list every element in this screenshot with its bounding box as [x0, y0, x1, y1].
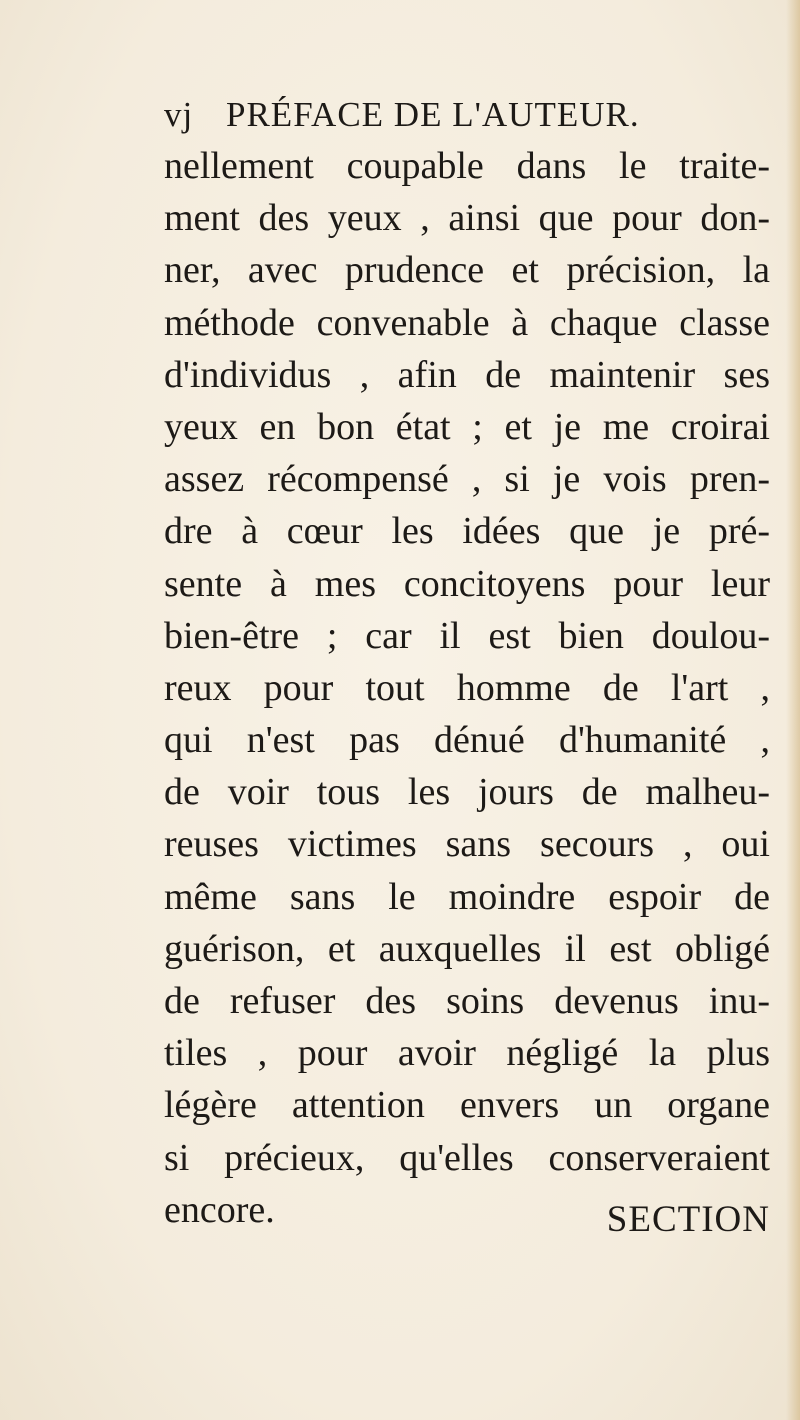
text-line: qui n'est pas dénué d'humanité ,	[164, 719, 770, 762]
text-line: bien-être ; car il est bien doulou-	[164, 614, 770, 657]
text-line: sente à mes concitoyens pour leur	[164, 562, 770, 605]
body-text	[164, 140, 770, 1236]
text-line: yeux en bon état ; et je me croirai	[164, 405, 770, 448]
text-line: nellement coupable dans le traite-	[164, 145, 770, 187]
running-header	[164, 90, 764, 140]
text-line: ment des yeux , ainsi que pour don-	[164, 197, 770, 240]
text-line: même sans le moindre espoir de	[164, 875, 770, 918]
text-line: dre à cœur les idées que je pré-	[164, 510, 770, 553]
text-line: d'individus , afin de maintenir ses	[164, 353, 770, 396]
page-edge-shadow	[786, 0, 800, 1420]
text-line: assez récompensé , si je vois pren-	[164, 458, 770, 501]
page-number: vj	[164, 95, 194, 134]
text-line: de voir tous les jours de malheu-	[164, 771, 770, 814]
text-line: si précieux, qu'elles conserveraient	[164, 1136, 770, 1179]
text-line: reux pour tout homme de l'art ,	[164, 666, 770, 709]
text-line: reuses victimes sans secours , oui	[164, 823, 770, 866]
text-line: de refuser des soins devenus inu-	[164, 980, 770, 1022]
text-line: légère attention envers un organe	[164, 1084, 770, 1127]
text-line: tiles , pour avoir négligé la plus	[164, 1032, 770, 1075]
text-line: ner, avec prudence et précision, la	[164, 249, 770, 292]
text-line: méthode convenable à chaque classe	[164, 301, 770, 344]
text-line-last: encore.	[164, 1188, 275, 1231]
catchword: SECTION	[606, 1199, 770, 1240]
running-title: PRÉFACE DE L'AUTEUR.	[226, 95, 640, 134]
text-line: guérison, et auxquelles il est obligé	[164, 927, 770, 970]
